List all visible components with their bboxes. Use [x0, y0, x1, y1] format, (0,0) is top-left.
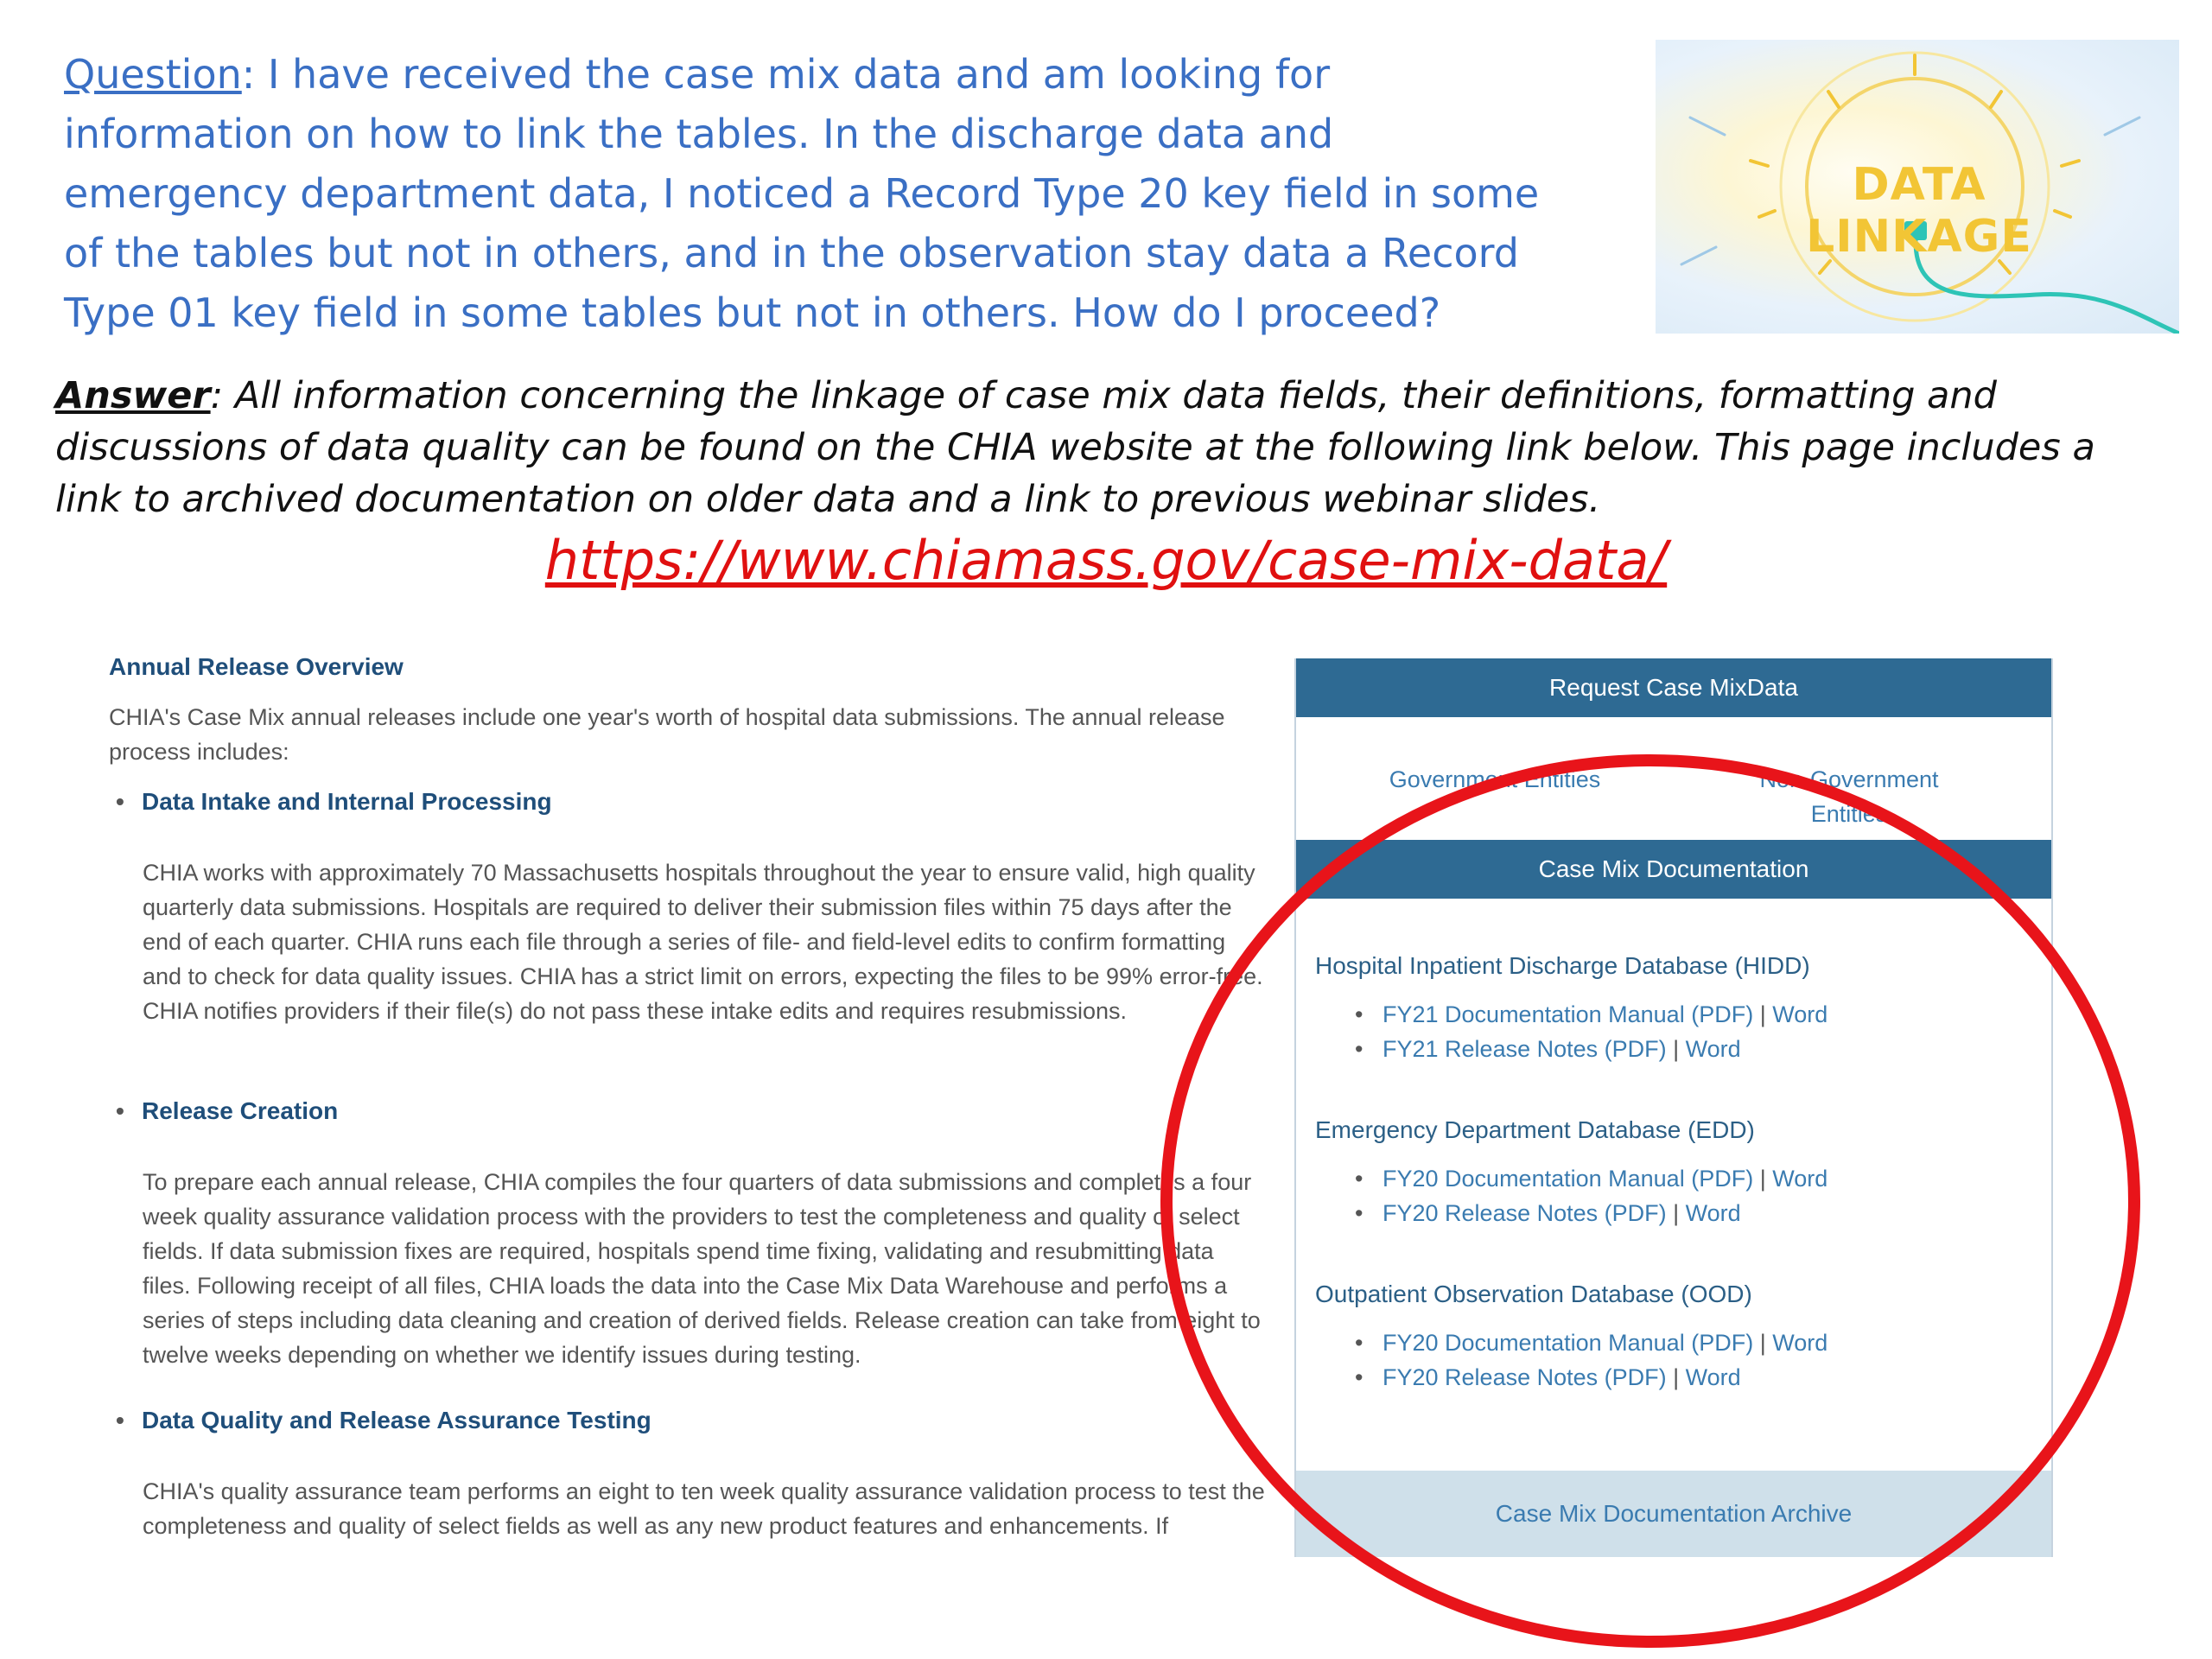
- section-title-data-intake[interactable]: [116, 788, 552, 816]
- word-link[interactable]: Word: [1772, 1330, 1828, 1356]
- bullet-icon: •: [1355, 1036, 1363, 1062]
- list-item: [1355, 1360, 1827, 1395]
- hidd-doc-list: [1355, 997, 1827, 1066]
- link-separator: |: [1666, 1036, 1686, 1062]
- section-title-text: Release Creation: [142, 1097, 339, 1124]
- non-government-entities-link[interactable]: Non-Government Entities: [1759, 766, 1939, 827]
- word-link[interactable]: Word: [1772, 1166, 1828, 1192]
- bullet-icon: •: [1355, 1166, 1363, 1192]
- request-case-mix-header[interactable]: Request Case MixData: [1296, 658, 2051, 717]
- case-mix-documentation-header: Case Mix Documentation: [1296, 840, 2051, 899]
- word-link[interactable]: Word: [1685, 1364, 1741, 1390]
- overview-text: CHIA's Case Mix annual releases include one year's worth of hospital data submissions. The annual release process includes:: [109, 704, 1225, 765]
- bullet-icon: •: [1355, 1200, 1363, 1226]
- documentation-archive-link[interactable]: Case Mix Documentation Archive: [1296, 1471, 2051, 1557]
- chia-webpage-screenshot: [0, 639, 2212, 1573]
- word-link[interactable]: Word: [1772, 1001, 1828, 1027]
- overview-heading: Annual Release Overview: [109, 653, 404, 680]
- pdf-link[interactable]: FY20 Release Notes (PDF): [1382, 1364, 1667, 1390]
- section-title-data-quality[interactable]: [116, 1407, 652, 1434]
- link-separator: |: [1753, 1166, 1773, 1192]
- section-body-release-creation: To prepare each annual release, CHIA compiles the four quarters of data submissions and completes a four week quality assurance validation process with the providers to test the completeness and quality of select fields. If data submission fixes are required, hospitals spend time fixing, validating and resubmitting data files. Following receipt of all files, CHIA loads the data into the Case Mix Data Warehouse and performs a series of steps including data cleaning and creation of derived fields. Release creation can take from eight to twelve weeks depending on whether we identify issues during testing.: [143, 1169, 1261, 1368]
- link-separator: |: [1666, 1364, 1686, 1390]
- list-item: [1355, 1161, 1827, 1196]
- pdf-link[interactable]: FY20 Documentation Manual (PDF): [1382, 1166, 1754, 1192]
- edd-title: Emergency Department Database (EDD): [1315, 1116, 1755, 1143]
- case-mix-sidebar: [1294, 658, 2053, 1557]
- bullet-icon: •: [116, 1097, 124, 1124]
- case-mix-url-link[interactable]: https://www.chiamass.gov/case-mix-data/: [544, 529, 1668, 592]
- link-separator: |: [1753, 1330, 1773, 1356]
- government-entities-link[interactable]: Government Entities: [1389, 766, 1601, 792]
- bullet-icon: •: [116, 1407, 124, 1433]
- pdf-link[interactable]: FY21 Documentation Manual (PDF): [1382, 1001, 1754, 1027]
- list-item: [1355, 1032, 1827, 1066]
- data-linkage-badge: [1656, 40, 2179, 334]
- section-body-data-quality: CHIA's quality assurance team performs an eight to ten week quality assurance validation process to test the completeness and quality of select fields as well as any new product features and enhancements. If: [143, 1478, 1265, 1539]
- section-title-text: Data Intake and Internal Processing: [142, 788, 552, 815]
- list-item: [1355, 997, 1827, 1032]
- hidd-title: Hospital Inpatient Discharge Database (HIDD): [1315, 952, 1810, 979]
- ood-doc-list: [1355, 1325, 1827, 1395]
- bullet-icon: •: [1355, 1001, 1363, 1027]
- question-paragraph: [64, 45, 1550, 343]
- word-link[interactable]: Word: [1685, 1036, 1741, 1062]
- bullet-icon: •: [1355, 1364, 1363, 1390]
- pdf-link[interactable]: FY21 Release Notes (PDF): [1382, 1036, 1667, 1062]
- pdf-link[interactable]: FY20 Documentation Manual (PDF): [1382, 1330, 1754, 1356]
- question-text: : I have received the case mix data and am looking for information on how to link the tables. In the discharge data and emergency department data, I noticed a Record Type 20 key field in some of the tables but not in others, and in the observation stay data a Record Type 01 key field in some tables but not in others. How do I proceed?: [64, 51, 1540, 336]
- edd-doc-list: [1355, 1161, 1827, 1230]
- link-separator: |: [1753, 1001, 1773, 1027]
- list-item: [1355, 1325, 1827, 1360]
- bullet-icon: •: [1355, 1330, 1363, 1356]
- answer-text: : All information concerning the linkage of case mix data fields, their definitions, formatting and discussions of data quality can be found on the CHIA website at the following link below. This page includes a link to archived documentation on older data and a link to previous webinar slides.: [55, 374, 2095, 521]
- ood-title: Outpatient Observation Database (OOD): [1315, 1281, 1752, 1307]
- word-link[interactable]: Word: [1685, 1200, 1741, 1226]
- section-title-text: Data Quality and Release Assurance Testing: [142, 1407, 652, 1433]
- badge-title: DATA LINKAGE: [1806, 159, 2032, 263]
- link-separator: |: [1666, 1200, 1686, 1226]
- answer-paragraph: [55, 370, 2164, 525]
- bullet-icon: •: [116, 788, 124, 815]
- section-title-release-creation[interactable]: [116, 1097, 338, 1125]
- section-body-data-intake: CHIA works with approximately 70 Massachusetts hospitals throughout the year to ensure valid, high quality quarterly data submissions. Hospitals are required to deliver their submission files within 75 days after the end of each quarter. CHIA runs each file through a series of file- and field-level edits to confirm formatting and to check for data quality issues. CHIA has a strict limit on errors, expecting the files to be 99% error-free. CHIA notifies providers if their file(s) do not pass these intake edits and requires resubmissions.: [143, 860, 1263, 1024]
- answer-label: Answer: [55, 374, 211, 417]
- list-item: [1355, 1196, 1827, 1230]
- pdf-link[interactable]: FY20 Release Notes (PDF): [1382, 1200, 1667, 1226]
- question-label: Question: [64, 51, 242, 98]
